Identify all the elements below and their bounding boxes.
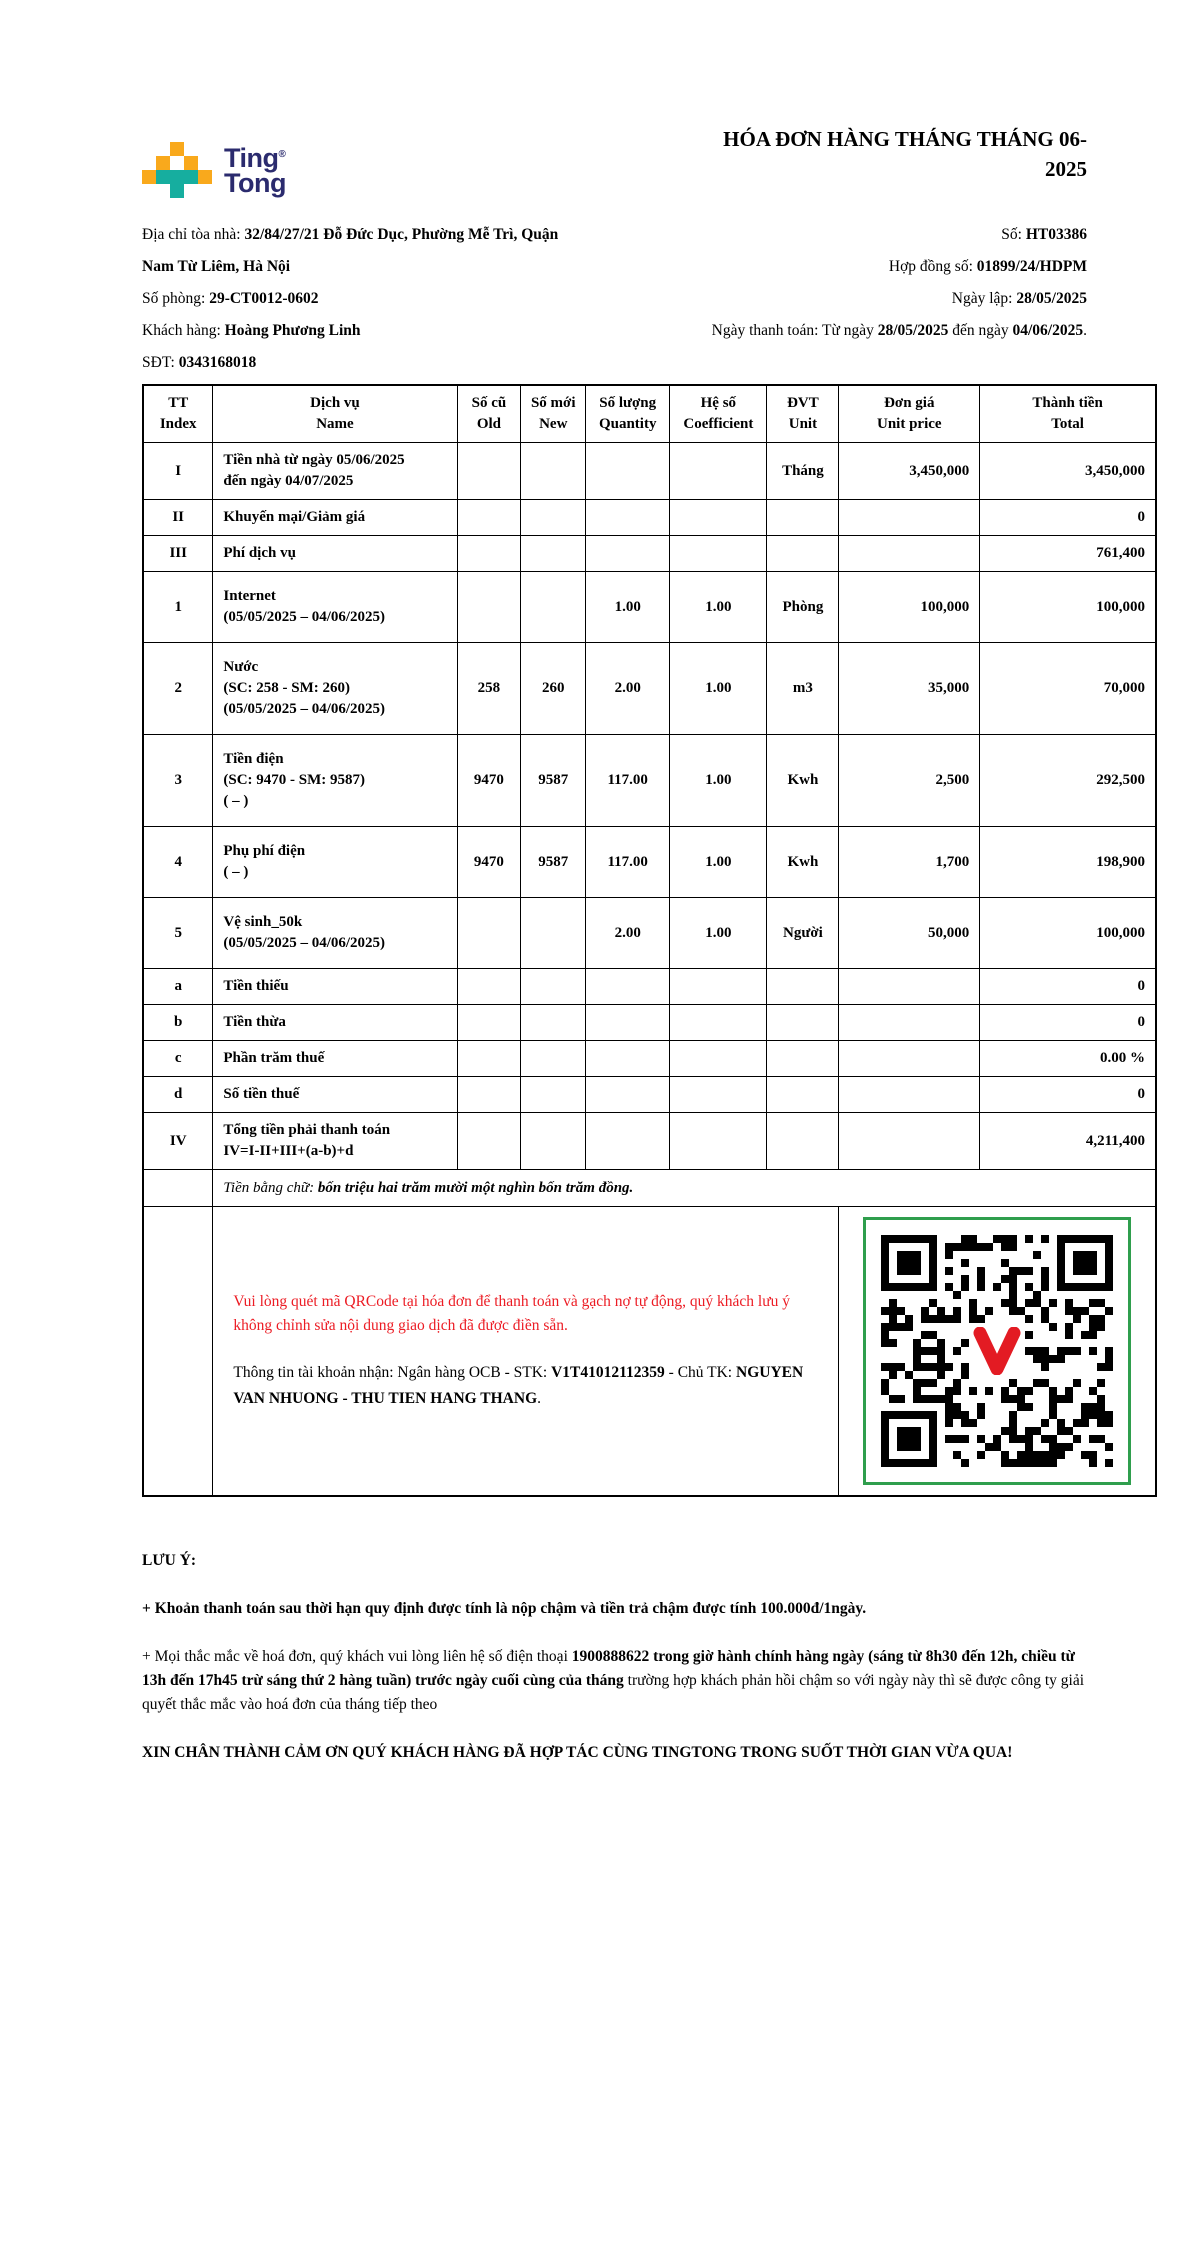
cell-unit	[767, 1041, 839, 1077]
cell-new-reading: 9587	[521, 735, 586, 827]
invoice-title-line1: HÓA ĐƠN HÀNG THÁNG THÁNG 06-	[723, 127, 1087, 151]
text-run: Hoàng Phương Linh	[224, 322, 361, 339]
empty-cell	[143, 1170, 213, 1207]
text-run: 04/06/2025	[1012, 322, 1084, 339]
invoice-notes	[142, 1549, 1092, 1765]
amount-in-words-row	[143, 1170, 1156, 1207]
cell-quantity	[586, 536, 670, 572]
cell-new-reading	[521, 572, 586, 643]
cell-unit-price: 100,000	[839, 572, 980, 643]
invoice-info	[142, 224, 1157, 373]
cell-index: II	[143, 500, 213, 536]
cell-total: 3,450,000	[980, 443, 1156, 500]
cell-index: 2	[143, 643, 213, 735]
contract-number	[889, 256, 1157, 277]
cell-index: c	[143, 1041, 213, 1077]
cell-unit	[767, 1113, 839, 1170]
cell-old-reading	[457, 1041, 521, 1077]
qr-row	[143, 1207, 1156, 1497]
cell-unit	[767, 969, 839, 1005]
text-run: 0343168018	[178, 354, 257, 371]
table-extra	[143, 1170, 1156, 1497]
cell-quantity: 117.00	[586, 735, 670, 827]
cell-service-name: Internet (05/05/2025 – 04/06/2025)	[213, 572, 457, 643]
qr-code-cell	[839, 1207, 1156, 1497]
invoice-header	[142, 122, 1157, 198]
cell-total: 761,400	[980, 536, 1156, 572]
cell-unit-price	[839, 969, 980, 1005]
late-payment-note	[142, 1597, 1092, 1621]
cell-unit-price: 35,000	[839, 643, 980, 735]
cell-old-reading	[457, 1113, 521, 1170]
cell-service-name: Tiền điện (SC: 9470 - SM: 9587) ( – )	[213, 735, 457, 827]
cell-service-name: Phí dịch vụ	[213, 536, 457, 572]
text-run: 29-CT0012-0602	[209, 290, 319, 307]
brand-line1: Ting	[224, 143, 279, 173]
column-header: Số lượng Quantity	[586, 385, 670, 443]
column-header: Dịch vụ Name	[213, 385, 457, 443]
cell-new-reading	[521, 1041, 586, 1077]
cell-new-reading	[521, 1113, 586, 1170]
cell-unit	[767, 500, 839, 536]
cell-service-name: Tổng tiền phải thanh toán IV=I-II+III+(a-b)+d	[213, 1113, 457, 1170]
cell-coefficient	[670, 1077, 767, 1113]
cell-new-reading	[521, 969, 586, 1005]
cell-service-name: Nước (SC: 258 - SM: 260) (05/05/2025 – 04/06/2025)	[213, 643, 457, 735]
cell-new-reading: 260	[521, 643, 586, 735]
cell-unit-price: 2,500	[839, 735, 980, 827]
table-body	[143, 443, 1156, 1170]
invoice-page	[142, 0, 1157, 1765]
cell-old-reading	[457, 443, 521, 500]
table-row	[143, 500, 1156, 536]
cell-index: 3	[143, 735, 213, 827]
cell-old-reading	[457, 1077, 521, 1113]
cell-unit: Người	[767, 898, 839, 969]
cell-index: 5	[143, 898, 213, 969]
text-run: Ngày thanh toán: Từ ngày	[711, 322, 878, 339]
cell-index: d	[143, 1077, 213, 1113]
cell-service-name: Tiền thừa	[213, 1005, 457, 1041]
cell-unit-price	[839, 1041, 980, 1077]
cell-coefficient	[670, 500, 767, 536]
column-header: Đơn giá Unit price	[839, 385, 980, 443]
cell-new-reading: 9587	[521, 827, 586, 898]
cell-unit	[767, 1077, 839, 1113]
cell-quantity	[586, 1113, 670, 1170]
cell-quantity	[586, 443, 670, 500]
cell-coefficient: 1.00	[670, 735, 767, 827]
invoice-title	[677, 124, 1157, 184]
table-row	[143, 1113, 1156, 1170]
cell-coefficient: 1.00	[670, 827, 767, 898]
invoice-number	[1001, 224, 1157, 245]
cell-coefficient	[670, 1005, 767, 1041]
hotline-note	[142, 1645, 1092, 1717]
cell-quantity	[586, 1077, 670, 1113]
table-row	[143, 1005, 1156, 1041]
cell-index: III	[143, 536, 213, 572]
cell-quantity: 2.00	[586, 898, 670, 969]
cell-new-reading	[521, 898, 586, 969]
cell-index: a	[143, 969, 213, 1005]
table-row	[143, 572, 1156, 643]
empty-cell	[143, 1207, 213, 1497]
cell-unit-price	[839, 1113, 980, 1170]
cell-service-name: Khuyến mại/Giảm giá	[213, 500, 457, 536]
customer-name	[142, 320, 361, 341]
cell-total: 70,000	[980, 643, 1156, 735]
text-run: Địa chỉ tòa nhà:	[142, 226, 245, 243]
text-run: Số phòng:	[142, 290, 210, 307]
text-run: Nam Từ Liêm, Hà Nội	[142, 258, 291, 275]
cell-index: b	[143, 1005, 213, 1041]
cell-total: 0	[980, 969, 1156, 1005]
table-head-row	[143, 385, 1156, 443]
cell-total: 100,000	[980, 572, 1156, 643]
cell-new-reading	[521, 1077, 586, 1113]
table-row	[143, 969, 1156, 1005]
cell-unit: Kwh	[767, 827, 839, 898]
cell-coefficient: 1.00	[670, 898, 767, 969]
qr-code-frame	[863, 1217, 1131, 1485]
text-run: HT03386	[1025, 226, 1087, 243]
cell-unit-price: 3,450,000	[839, 443, 980, 500]
cell-quantity	[586, 500, 670, 536]
cell-coefficient: 1.00	[670, 572, 767, 643]
thank-you-message: XIN CHÂN THÀNH CẢM ƠN QUÝ KHÁCH HÀNG ĐÃ HỢP TÁC CÙNG TINGTONG TRONG SUỐT THỜI GIAN VỪA QUA!	[142, 1744, 1013, 1761]
cell-old-reading	[457, 500, 521, 536]
cell-index: 1	[143, 572, 213, 643]
text-run: 1900888622 trong giờ hành chính hàng ngày (sáng từ 8h30 đến 12h, chiều từ 13h đến 17h45 trừ sáng thứ 2 hàng tuần)	[142, 1648, 1075, 1689]
payment-period	[712, 320, 1157, 341]
bank-account-info	[233, 1360, 818, 1412]
cell-quantity	[586, 1005, 670, 1041]
text-run: Ngày lập:	[951, 290, 1017, 307]
cell-old-reading	[457, 1005, 521, 1041]
cell-unit: m3	[767, 643, 839, 735]
tingtong-logo-icon	[142, 142, 212, 198]
building-address-line2	[142, 256, 290, 277]
text-run: SĐT:	[142, 354, 179, 371]
cell-total: 0	[980, 500, 1156, 536]
cell-new-reading	[521, 500, 586, 536]
text-run: + Mọi thắc mắc về hoá đơn, quý khách vui lòng liên hệ số điện thoại	[142, 1648, 572, 1665]
text-run: NGUYEN VAN NHUONG - THU TIEN HANG THANG	[233, 1364, 804, 1407]
text-run: trường hợp khách phản hồi chậm so với ngày này thì sẽ được công ty giải quyết thắc mắc vào hoá đơn của tháng tiếp theo	[142, 1672, 1085, 1713]
cell-index: I	[143, 443, 213, 500]
column-header: Thành tiền Total	[980, 385, 1156, 443]
text-run: Hợp đồng số:	[888, 258, 977, 275]
cell-unit-price	[839, 536, 980, 572]
tingtong-logo-text	[224, 142, 286, 196]
cell-total: 0.00 %	[980, 1041, 1156, 1077]
cell-service-name: Vệ sinh_50k (05/05/2025 – 04/06/2025)	[213, 898, 457, 969]
cell-service-name: Phụ phí điện ( – )	[213, 827, 457, 898]
text-run: đến ngày	[948, 322, 1013, 339]
cell-old-reading	[457, 572, 521, 643]
cell-unit-price	[839, 500, 980, 536]
cell-unit: Tháng	[767, 443, 839, 500]
cell-quantity: 1.00	[586, 572, 670, 643]
payment-instructions-cell	[213, 1207, 839, 1497]
cell-old-reading	[457, 898, 521, 969]
cell-old-reading	[457, 969, 521, 1005]
cell-unit	[767, 1005, 839, 1041]
text-run: V1T41012112359	[551, 1364, 665, 1381]
cell-total: 0	[980, 1077, 1156, 1113]
column-header: Hệ số Coefficient	[670, 385, 767, 443]
table-row	[143, 643, 1156, 735]
table-row	[143, 827, 1156, 898]
text-run: 01899/24/HDPM	[976, 258, 1087, 275]
cell-quantity	[586, 1041, 670, 1077]
cell-coefficient	[670, 536, 767, 572]
table-row	[143, 735, 1156, 827]
cell-old-reading: 258	[457, 643, 521, 735]
brand-line2: Tong	[224, 168, 286, 198]
room-number	[142, 288, 319, 309]
table-row	[143, 898, 1156, 969]
text-run: Số:	[1001, 226, 1026, 243]
cell-total: 292,500	[980, 735, 1156, 827]
customer-phone	[142, 352, 256, 373]
table-row	[143, 1077, 1156, 1113]
cell-unit: Phòng	[767, 572, 839, 643]
text-run: Thông tin tài khoản nhận: Ngân hàng OCB - STK:	[233, 1364, 552, 1381]
cell-old-reading: 9470	[457, 827, 521, 898]
qr-payment-notice: Vui lòng quét mã QRCode tại hóa đơn để thanh toán và gạch nợ tự động, quý khách lưu ý không chỉnh sửa nội dung giao dịch đã được điền sẵn.	[233, 1293, 790, 1334]
cell-coefficient	[670, 1113, 767, 1170]
table-row	[143, 1041, 1156, 1077]
cell-index: IV	[143, 1113, 213, 1170]
cell-service-name: Tiền nhà từ ngày 05/06/2025 đến ngày 04/07/2025	[213, 443, 457, 500]
cell-coefficient	[670, 969, 767, 1005]
column-header: Số cũ Old	[457, 385, 521, 443]
cell-quantity	[586, 969, 670, 1005]
cell-coefficient	[670, 443, 767, 500]
cell-quantity: 2.00	[586, 643, 670, 735]
cell-total: 198,900	[980, 827, 1156, 898]
amount-in-words	[213, 1170, 1156, 1207]
cell-old-reading	[457, 536, 521, 572]
cell-coefficient	[670, 1041, 767, 1077]
cell-new-reading	[521, 443, 586, 500]
column-header: Số mới New	[521, 385, 586, 443]
column-header: ĐVT Unit	[767, 385, 839, 443]
cell-total: 4,211,400	[980, 1113, 1156, 1170]
cell-unit-price: 50,000	[839, 898, 980, 969]
cell-service-name: Tiền thiếu	[213, 969, 457, 1005]
cell-total: 100,000	[980, 898, 1156, 969]
cell-service-name: Số tiền thuế	[213, 1077, 457, 1113]
cell-old-reading: 9470	[457, 735, 521, 827]
text-run: bốn triệu hai trăm mười một nghìn bốn trăm đồng.	[317, 1180, 634, 1196]
text-run: .	[1083, 322, 1087, 339]
cell-unit	[767, 536, 839, 572]
text-run: - Chủ TK:	[664, 1364, 736, 1381]
notes-heading: LƯU Ý:	[142, 1552, 197, 1569]
cell-service-name: Phần trăm thuế	[213, 1041, 457, 1077]
text-run: 32/84/27/21 Đỗ Đức Dục, Phường Mễ Trì, Quận	[244, 226, 559, 243]
cell-unit-price	[839, 1077, 980, 1113]
registered-mark: ®	[278, 149, 286, 160]
info-spacer	[1087, 352, 1157, 373]
cell-new-reading	[521, 1005, 586, 1041]
cell-coefficient: 1.00	[670, 643, 767, 735]
issue-date	[952, 288, 1157, 309]
text-run: 28/05/2025	[877, 322, 949, 339]
qr-center-v-icon	[971, 1327, 1023, 1375]
cell-index: 4	[143, 827, 213, 898]
invoice-title-line2: 2025	[1045, 157, 1087, 181]
text-run: .	[537, 1390, 541, 1407]
text-run: 28/05/2025	[1016, 290, 1087, 307]
cell-unit-price	[839, 1005, 980, 1041]
column-header: TT Index	[143, 385, 213, 443]
cell-unit: Kwh	[767, 735, 839, 827]
table-row	[143, 443, 1156, 500]
cell-unit-price: 1,700	[839, 827, 980, 898]
text-run: Tiền bằng chữ:	[223, 1180, 318, 1196]
table-row	[143, 536, 1156, 572]
text-run: trước ngày cuối cùng của tháng	[415, 1672, 624, 1689]
text-run: Khách hàng:	[142, 322, 225, 339]
cell-total: 0	[980, 1005, 1156, 1041]
tingtong-logo	[142, 142, 286, 198]
building-address-line1	[142, 224, 558, 245]
text-run: + Khoản thanh toán sau thời hạn quy định được tính là nộp chậm và tiền trả chậm được tính 100.000đ/1ngày.	[142, 1600, 867, 1617]
invoice-table	[142, 384, 1157, 1497]
cell-new-reading	[521, 536, 586, 572]
cell-quantity: 117.00	[586, 827, 670, 898]
